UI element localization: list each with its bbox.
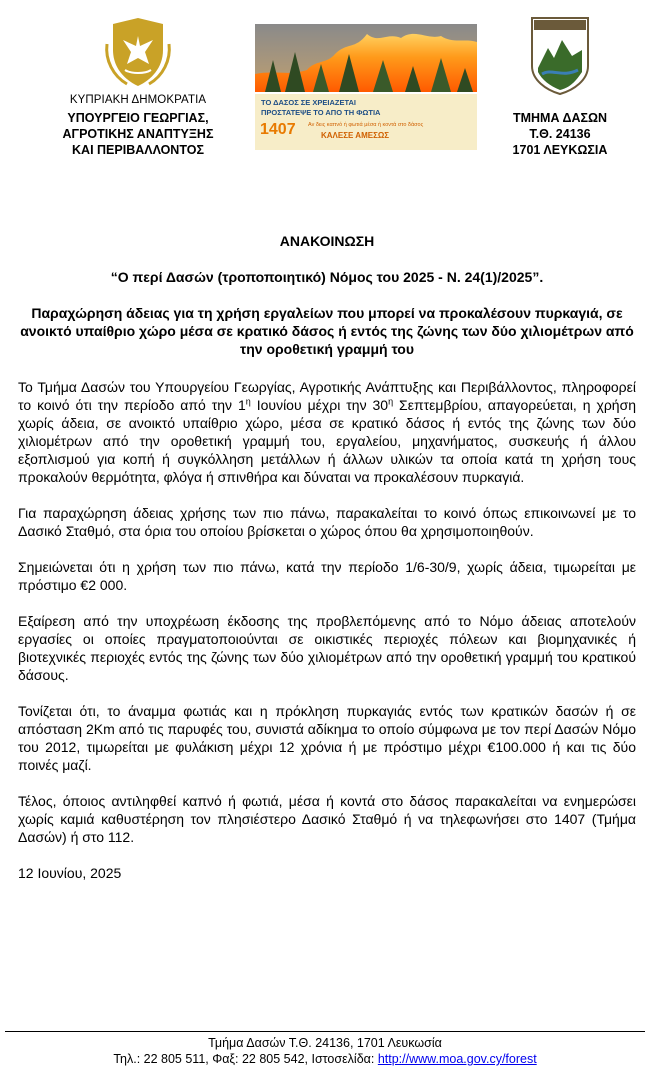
fire-prevention-banner xyxy=(255,24,477,150)
paragraph-4: Εξαίρεση από την υποχρέωση έκδοσης της προβλεπόμενης από το Νόμο άδειας αποτελούν εργασίες οι οποίες πραγματοποιούνται σε οικιστικές περιοχές πόλεων και βιομηχανικές ή βιοτεχνικές περιοχές εντός της ζώνης των δύο χιλιομέτρων από την οροθετική γραμμή του κρατικού δάσους. xyxy=(18,613,636,683)
department-of-forests-logo-icon xyxy=(528,14,592,96)
ministry-block xyxy=(38,14,238,158)
announcement-body xyxy=(18,232,636,882)
paragraph-6: Τέλος, όποιος αντιληφθεί καπνό ή φωτιά, μέσα ή κοντά στο δάσος παρακαλείται να ενημερώσει χωρίς καμιά καθυστέρηση τον πλησιέστερο Δασικό Σταθμό ή να τηλεφωνήσει στο 1407 (Τμήμα Δασών) ή στο 112. xyxy=(18,793,636,845)
footer-divider xyxy=(5,1031,645,1032)
footer-address: Τμήμα Δασών Τ.Θ. 24136, 1701 Λευκωσία xyxy=(208,1036,442,1050)
announcement-subject: Παραχώρηση άδειας για τη χρήση εργαλείων που μπορεί να προκαλέσουν πυρκαγιά, σε ανοικτό υπαίθριο χώρο μέσα σε κρατικό δάσος ή εντός της ζώνης των δύο χιλιομέτρων από την οροθετική γραμμή του xyxy=(20,305,634,357)
banner-note: Αν δεις καπνό ή φωτιά μέσα ή κοντά στο δάσος xyxy=(308,122,424,128)
paragraph-2: Για παραχώρηση άδειας χρήσης των πιο πάνω, παρακαλείται το κοινό όπως επικοινωνεί με το Δασικό Σταθμό, στα όρια του οποίου βρίσκεται ο χώρος όπου θα χρησιμοποιηθούν. xyxy=(18,505,636,539)
cyprus-coat-of-arms-icon xyxy=(103,14,173,90)
department-block xyxy=(500,14,620,158)
paragraph-5: Τονίζεται ότι, το άναμμα φωτιάς και η πρόκληση πυρκαγιάς εντός των κρατικών δασών ή σε απόσταση 2Km από τις παρυφές του, συνιστά αδίκημα το οποίο σύμφωνα με τον περί Δασών Νόμο του 2012, τιμωρείται με φυλάκιση μέχρι 12 χρόνια ή με πρόστιμο μέχρι €100.000 ή και τις δύο ποινές μαζί. xyxy=(18,703,636,773)
ministry-name: ΥΠΟΥΡΓΕΙΟ ΓΕΩΡΓΙΑΣ, ΑΓΡΟΤΙΚΗΣ ΑΝΑΠΤΥΞΗΣ ΚΑΙ ΠΕΡΙΒΑΛΛΟΝΤΟΣ xyxy=(62,111,214,157)
announcement-title: ΑΝΑΚΟΙΝΩΣΗ xyxy=(279,233,375,249)
paragraph-3: Σημειώνεται ότι η χρήση των πιο πάνω, κατά την περίοδο 1/6-30/9, χωρίς άδεια, τιμωρείται με πρόστιμο €2 000. xyxy=(18,559,636,593)
forest-fire-image xyxy=(255,24,477,92)
letterhead xyxy=(0,0,650,200)
banner-call-now: ΚΑΛΕΣΕ ΑΜΕΣΩΣ xyxy=(321,131,390,140)
announcement-date: 12 Ιουνίου, 2025 xyxy=(18,865,122,881)
banner-line-1: ΤΟ ΔΑΣΟΣ ΣΕ ΧΡΕΙΑΖΕΤΑΙ xyxy=(261,98,357,107)
banner-phone-number: 1407 xyxy=(260,121,296,138)
website-link[interactable]: http://www.moa.gov.cy/forest xyxy=(377,1052,537,1066)
footer-contact: Τηλ.: 22 805 511, Φαξ: 22 805 542, Ιστοσελίδα: http://www.moa.gov.cy/forest xyxy=(113,1052,537,1066)
banner-text-panel xyxy=(255,94,477,150)
department-address: ΤΜΗΜΑ ΔΑΣΩΝ Τ.Θ. 24136 1701 ΛΕΥΚΩΣΙΑ xyxy=(512,111,608,157)
footer xyxy=(0,1035,650,1067)
banner-line-2: ΠΡΟΣΤΑΤΕΨΕ ΤΟ ΑΠΟ ΤΗ ΦΩΤΙΑ xyxy=(261,108,381,117)
law-reference: “Ο περί Δασών (τροποποιητικό) Νόμος του 2025 - Ν. 24(1)/2025”. xyxy=(110,269,544,285)
republic-name: ΚΥΠΡΙΑΚΗ ΔΗΜΟΚΡΑΤΙΑ xyxy=(69,94,207,106)
paragraph-1: Το Τμήμα Δασών του Υπουργείου Γεωργίας, Αγροτικής Ανάπτυξης και Περιβάλλοντος, πληροφορεί το κοινό ότι την περίοδο από την $1^\eta$ Ιουνίου μέχρι την $30^\eta$ Σεπτεμβρίου, απαγορεύεται, η χρήση χωρίς άδεια, σε ανοικτό υπαίθριο χώρο, μέσα σε κρατικό δάσος ή εντός της ζώνης των δύο χιλιομέτρων από την οροθετική γραμμή του, εργαλείου, μηχανήματος, συσκευής ή άλλου εξοπλισμού για κοπή ή συγκόλληση μετάλλων ή άλλων υλικών τα οποία κατά τη χρήση τους προκαλούν θερμότητα, φλόγα ή σπινθήρα και δύναται να προκαλέσουν πυρκαγιά. xyxy=(18,379,637,485)
